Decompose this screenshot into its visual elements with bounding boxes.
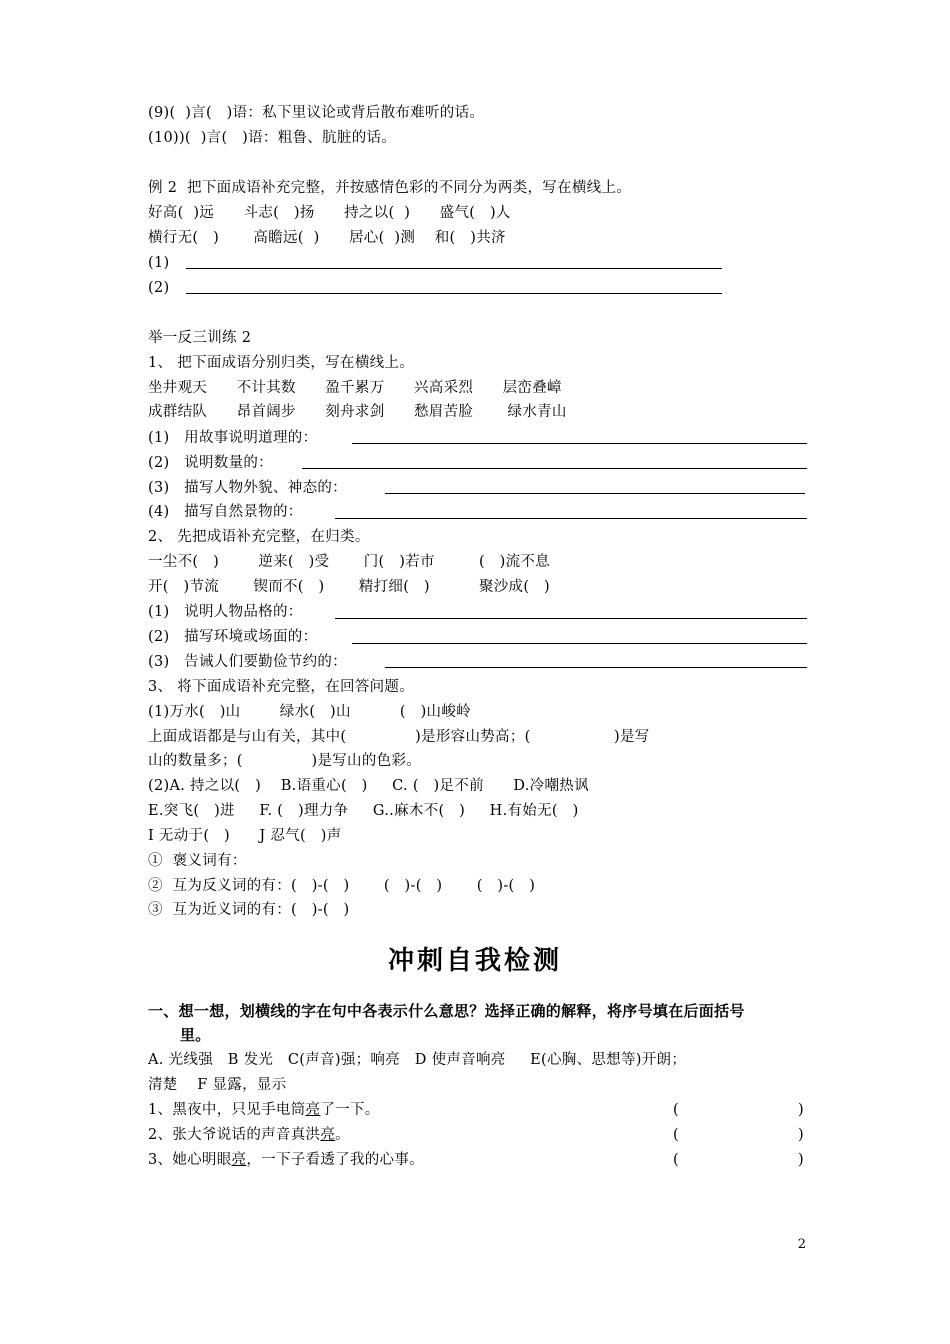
training2-q3-row8: ② 互为反义词的有：( )-( ) ( )-( ) ( )-( ) <box>148 878 536 894</box>
section-title: 冲刺自我检测 <box>387 946 562 976</box>
idiom-line-9: (9)( )言( )语：私下里议论或背后散布难听的话。 <box>148 105 485 121</box>
sentence-1 <box>148 1100 380 1120</box>
training2-q3-row5: E.突飞( )进 F. ( )理力争 G..麻木不( ) H.有始无( ) <box>148 803 579 819</box>
underlined-char: 亮 <box>320 1127 336 1143</box>
training2-q3-row4: (2)A. 持之以( ) B.语重心( ) C. ( )足不前 D.冷嘲热讽 <box>148 778 589 794</box>
sentence-1-before: 1、黑夜中，只见手电筒 <box>148 1102 306 1118</box>
options-line1: A. 光线强 B 发光 C(声音)强；响亮 D 使声音响亮 E(心胸、思想等)开朗； <box>148 1052 687 1068</box>
training2-q1-prompt: 1、 把下面成语分别归类，写在横线上。 <box>148 355 415 371</box>
q1-item-1: (1) 用故事说明道理的： <box>148 430 318 446</box>
idiom-line-10: (10))( )言( )语：粗鲁、肮脏的话。 <box>148 130 397 146</box>
sentence-2 <box>148 1125 350 1145</box>
sentence-2-after: 。 <box>335 1127 350 1143</box>
answer-paren-close: ) <box>798 1127 804 1143</box>
q1-item-4: (4) 描写自然景物的： <box>148 504 303 520</box>
training2-q2-prompt: 2、 先把成语补充完整，在归类。 <box>148 529 370 545</box>
sprint-q1-line2: 里。 <box>180 1026 211 1044</box>
q1-item-2: (2) 说明数量的： <box>148 455 273 471</box>
training2-q2-row2: 开( )节流 锲而不( ) 精打细( ) 聚沙成( ) <box>148 579 550 595</box>
answer-line[interactable] <box>335 518 807 519</box>
q1-item-3: (3) 描写人物外貌、神态的： <box>148 480 347 496</box>
options-line2: 清楚 F 显露，显示 <box>148 1077 287 1093</box>
q2-item-2: (2) 描写环境或场面的： <box>148 629 318 645</box>
sentence-1-after: 了一下。 <box>320 1102 380 1118</box>
answer-paren-close: ) <box>798 1152 804 1168</box>
answer-line[interactable] <box>302 468 807 469</box>
training2-q3-row6: I 无动于( ) J 忍气( )声 <box>148 828 342 844</box>
answer-line[interactable] <box>385 493 805 494</box>
answer-line[interactable] <box>352 443 807 444</box>
answer-line[interactable] <box>385 667 807 668</box>
sentence-3 <box>148 1150 424 1170</box>
training2-q2-row1: 一尘不( ) 逆来( )受 门( )若市 ( )流不息 <box>148 554 550 570</box>
answer-line[interactable] <box>335 618 807 619</box>
sentence-3-after: ，一下子看透了我的心事。 <box>246 1152 424 1168</box>
example2-row2: 横行无( ) 高瞻远( ) 居心( )测 和( )共济 <box>148 230 506 246</box>
answer-line[interactable] <box>186 268 722 269</box>
example2-title: 例 2 把下面成语补充完整，并按感情色彩的不同分为两类，写在横线上。 <box>148 180 632 196</box>
sentence-3-before: 3、她心明眼 <box>148 1152 232 1168</box>
training2-q3-row1: (1)万水( )山 绿水( )山 ( )山峻岭 <box>148 704 471 720</box>
training2-q3-row9: ③ 互为近义词的有：( )-( ) <box>148 902 350 918</box>
training2-q1-row2: 成群结队 昂首阔步 刻舟求剑 愁眉苦脸 绿水青山 <box>148 404 567 420</box>
answer-line[interactable] <box>352 643 807 644</box>
example2-row1: 好高( )远 斗志( )扬 持之以( ) 盛气( )人 <box>148 205 511 221</box>
sentence-2-before: 2、张大爷说话的声音真洪 <box>148 1127 321 1143</box>
answer-paren-open: ( <box>673 1127 679 1143</box>
training2-q3-row3: 山的数量多；( )是写山的色彩。 <box>148 753 422 769</box>
page-number: 2 <box>797 1237 806 1252</box>
q2-item-1: (1) 说明人物品格的： <box>148 604 303 620</box>
answer-paren-open: ( <box>673 1102 679 1118</box>
answer-line[interactable] <box>186 293 722 294</box>
example2-blank2-label: (2) <box>148 280 170 296</box>
underlined-char: 亮 <box>305 1102 321 1118</box>
training2-q3-prompt: 3、 将下面成语补充完整，在回答问题。 <box>148 679 415 695</box>
sprint-q1-line1: 一、想一想，划横线的字在句中各表示什么意思？选择正确的解释，将序号填在后面括号 <box>148 1002 745 1020</box>
underlined-char: 亮 <box>231 1152 247 1168</box>
training2-heading: 举一反三训练 2 <box>148 330 252 346</box>
training2-q1-row1: 坐井观天 不计其数 盈千累万 兴高采烈 层峦叠嶂 <box>148 380 562 396</box>
q2-item-3: (3) 告诫人们要勤俭节约的： <box>148 654 347 670</box>
training2-q3-row7: ① 褒义词有： <box>148 853 247 869</box>
example2-blank1-label: (1) <box>148 255 170 271</box>
training2-q3-row2: 上面成语都是与山有关，其中( )是形容山势高；( )是写 <box>148 729 650 745</box>
answer-paren-close: ) <box>798 1102 804 1118</box>
answer-paren-open: ( <box>673 1152 679 1168</box>
